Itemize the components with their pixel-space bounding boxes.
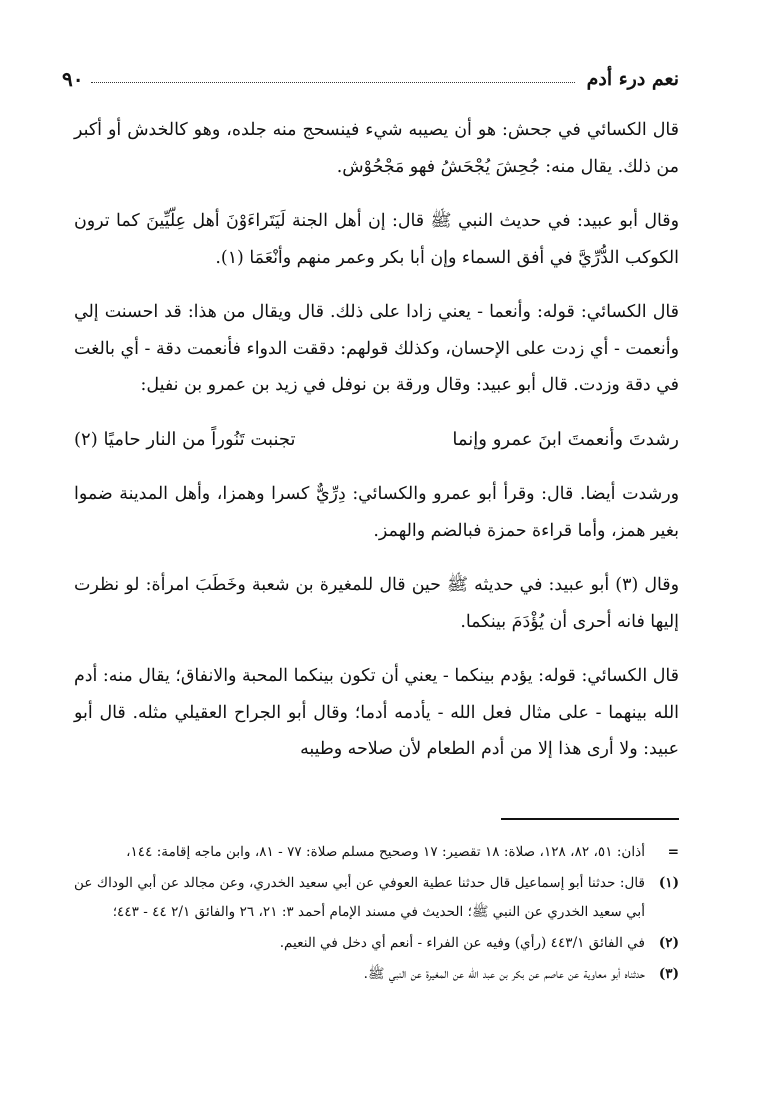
- poem-first-hemistich: رشدتَ وأنعمتَ ابنَ عمرو وإنما: [452, 428, 679, 450]
- paragraph: قال الكسائي في جحش: هو أن يصيبه شيء فينسحج منه جلده، وهو كالخدش أو أكبر من ذلك. يقال منه: جُحِشَ يُجْحَشُ فهو مَجْحُوْش.: [74, 120, 679, 177]
- footnote-mark: =: [667, 844, 679, 860]
- paragraph: وقال أبو عبيد: في حديث النبي ﷺ قال: إن أهل الجنة لَيَتَراءَوْنَ أهل عِلّيِّينَ كما ترون الكوكب الدُّرِّيَّ في أفق السماء وإن أبا بكر وعمر منهم وأنْعَمَا (١).: [74, 211, 679, 268]
- footnote-mark: (٢): [658, 935, 679, 951]
- header-dotted-rule: [91, 82, 574, 83]
- paragraph: قال الكسائي: قوله: يؤدم بينكما - يعني أن تكون بينكما المحبة والانفاق؛ يقال منه: أدم الله بينهما - على مثال فعل الله - يأدمه أدما؛ وقال أبو الجراح العقيلي مثله. قال أبو عبيد: ولا أرى هذا إلا من أدم الطعام لأن صلاحه وطيبه: [74, 666, 679, 759]
- running-title: نعم درء أدم: [586, 68, 679, 90]
- footnote-mark: (٣): [658, 966, 679, 982]
- footnote-text: في الفائق ٤٤٣/١ (رأي) وفيه عن الفراء - أنعم أي دخل في النعيم.: [279, 935, 645, 951]
- footnote-mark: (١): [658, 875, 679, 891]
- paragraph: ورشدت أيضا. قال: وقرأ أبو عمرو والكسائي: دِرِّيٌّ كسرا وهمزا، وأهل المدينة ضموا بغير همز، وأما قراءة حمزة فبالضم والهمز.: [74, 484, 679, 541]
- footnote: [74, 960, 679, 989]
- footnote: [74, 929, 679, 958]
- footnote-text: أذان: ٥١، ٨٢، ١٢٨، صلاة: ١٨ تقصير: ١٧ وصحيح مسلم صلاة: ٧٧ - ٨١، وابن ماجه إقامة: ١٤٤،: [126, 844, 645, 860]
- footnote: [74, 869, 679, 927]
- paragraph: وقال (٣) أبو عبيد: في حديثه ﷺ حين قال للمغيرة بن شعبة وخَطَبَ امرأة: لو نظرت إليها فانه أحرى أن يُؤْدَمَ بينكما.: [74, 575, 679, 632]
- footnote-text: حدثناه أبو معاوية عن عاصم عن بكر بن عبد الله عن المغيرة عن النبي ﷺ.: [363, 966, 645, 982]
- main-text: [74, 112, 679, 786]
- footnotes: [74, 838, 679, 991]
- poem-second-hemistich: تجنبت تَنُوراً من النار حاميًا (٢): [74, 428, 296, 450]
- page-header: [62, 62, 679, 96]
- footnote-text: قال: حدثنا أبو إسماعيل قال حدثنا عطية العوفي عن أبي سعيد الخدري، وعن مجالد عن أبي الوداك عن أبي سعيد الخدري عن النبي ﷺ؛ الحديث في مسند الإمام أحمد ٣: ٢١، ٢٦ والفائق ٢/١ ٤٤ - ٤٤٣؛: [74, 875, 645, 920]
- page-number: ٩٠: [62, 67, 84, 91]
- footnote-separator: [501, 818, 679, 820]
- footnote: [74, 838, 679, 867]
- paragraph: قال الكسائي: قوله: وأنعما - يعني زادا على ذلك. قال ويقال من هذا: قد احسنت إلي وأنعمت - أي زدت على الإحسان، وكذلك قولهم: دققت الدواء فأنعمت دقة - أي بالغت في دقة وزدت. قال أبو عبيد: وقال ورقة بن نوفل في زيد بن عمرو بن نفيل:: [74, 302, 679, 395]
- poem-verse: [74, 422, 679, 459]
